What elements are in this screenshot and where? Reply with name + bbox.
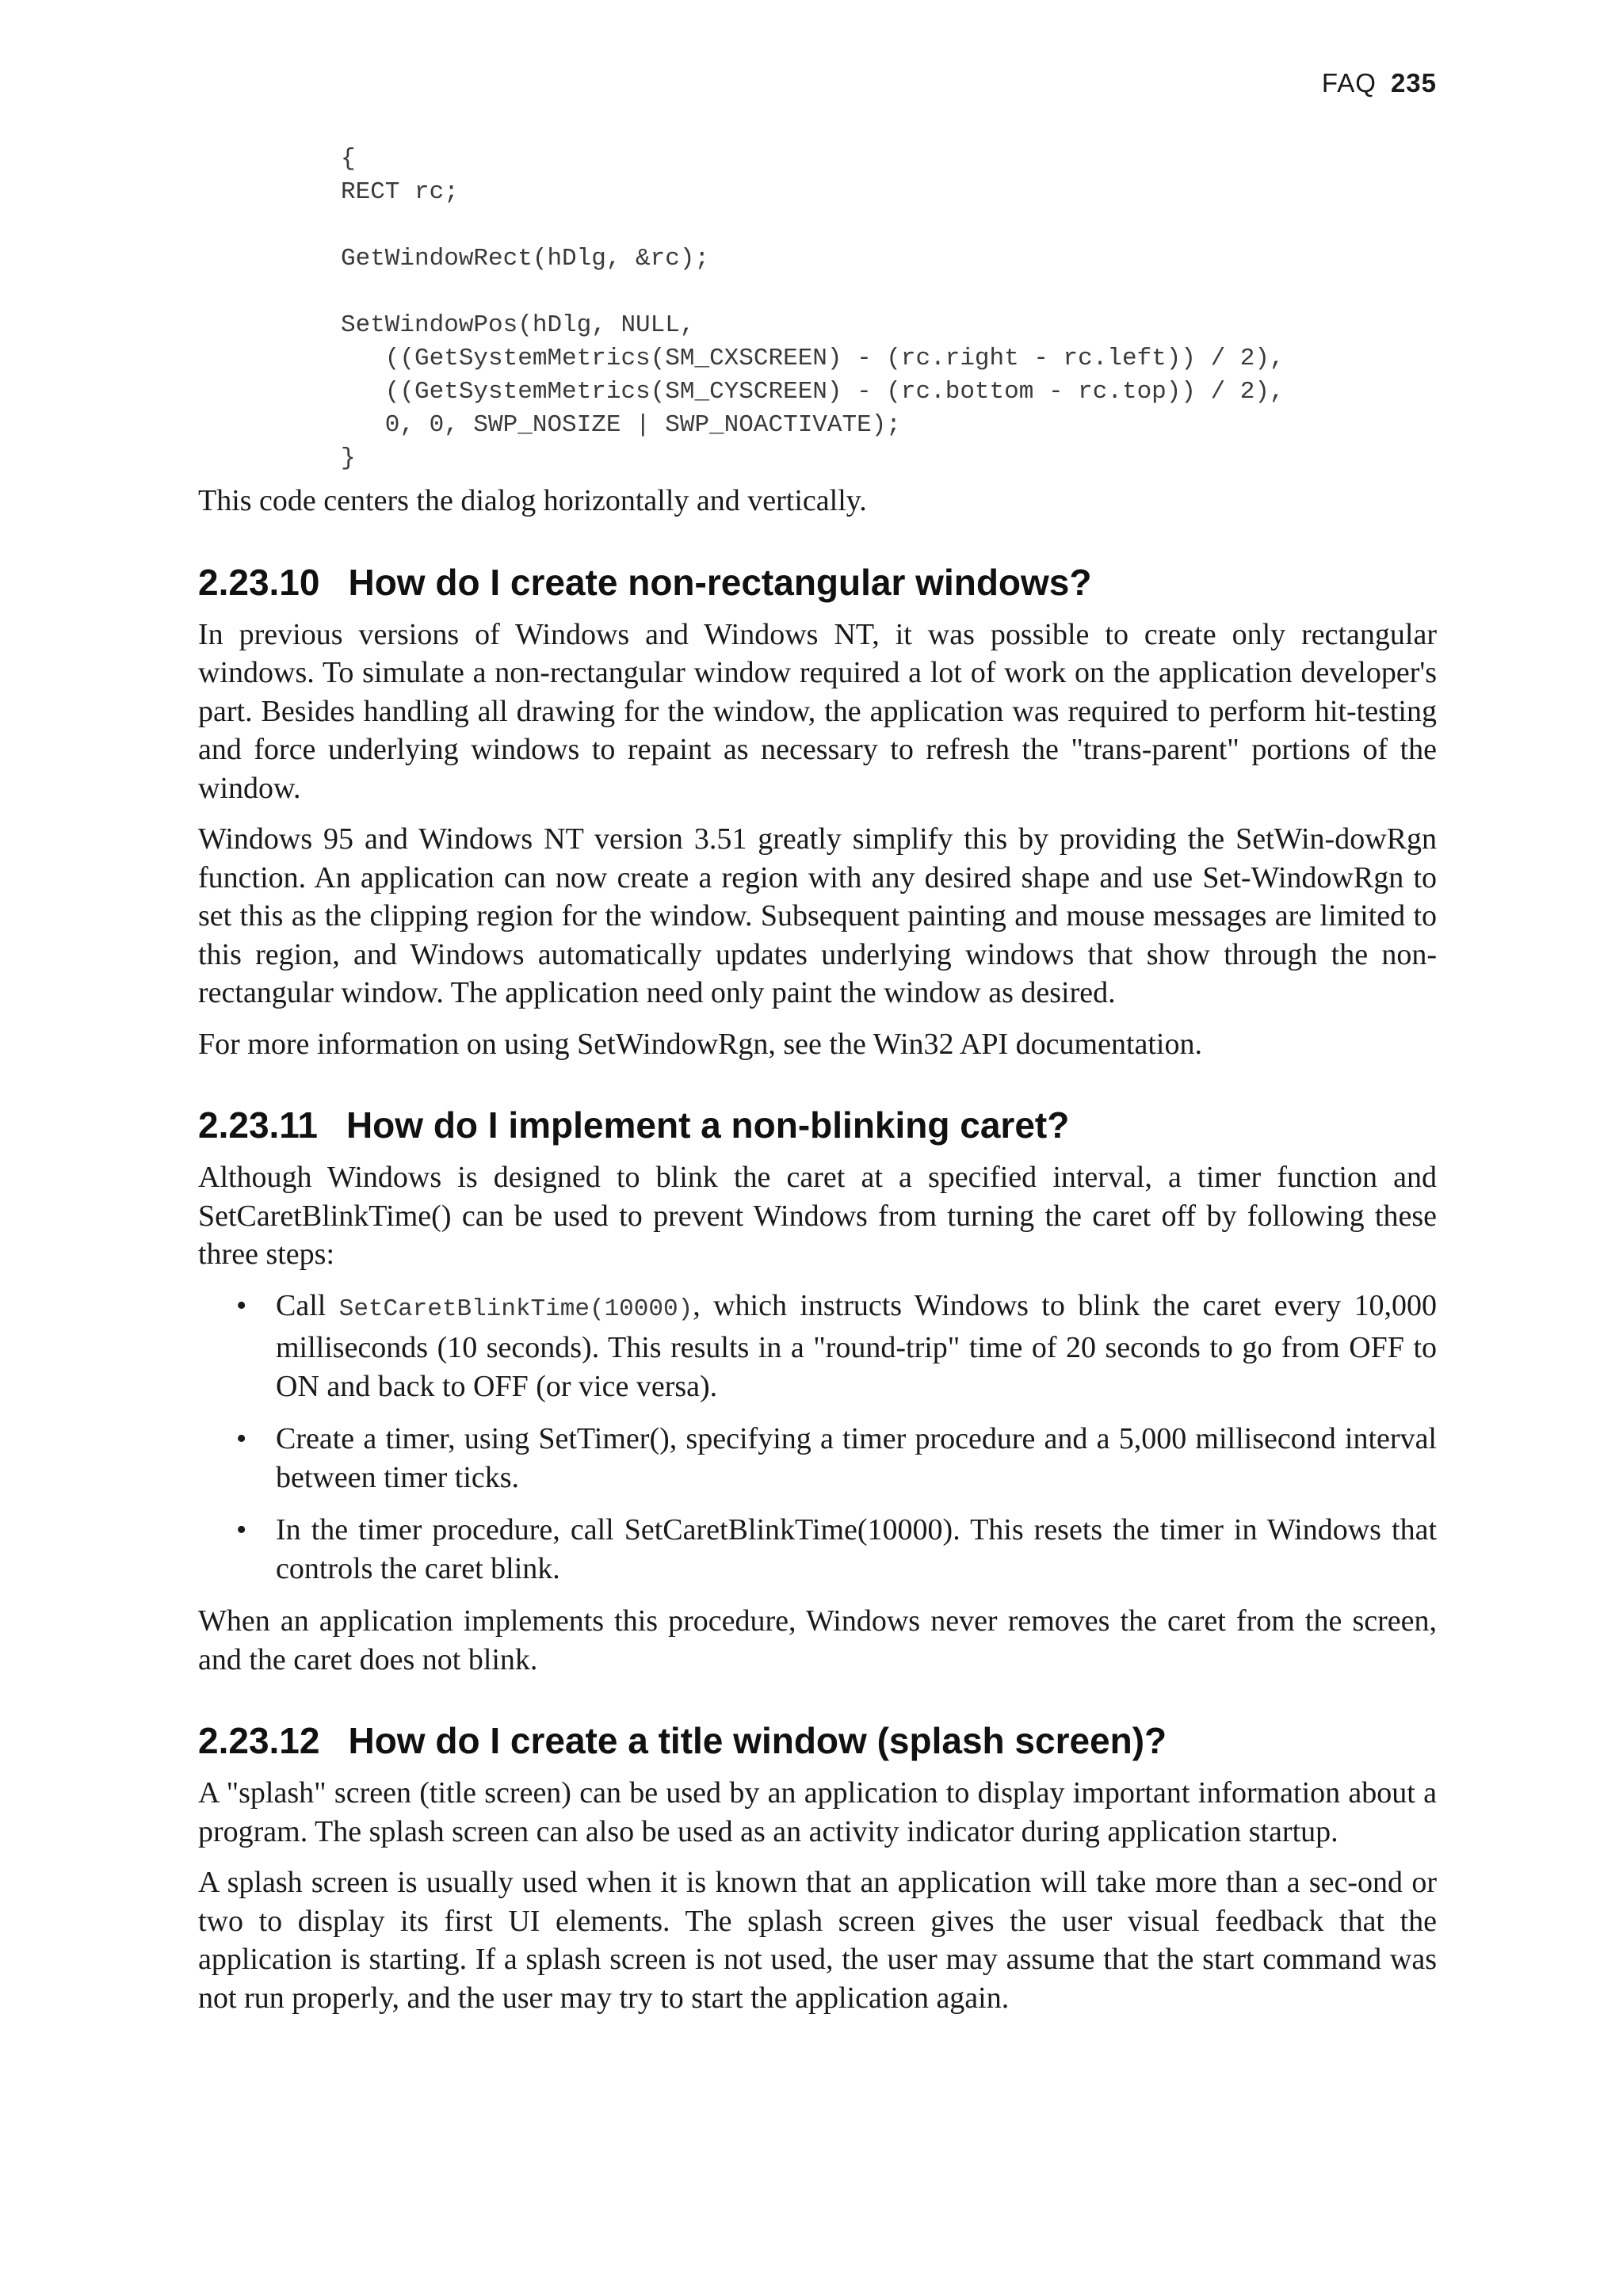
paragraph: A "splash" screen (title screen) can be used by an application to display important information about a program. The splash screen can also be used as an activity indicator during application startup.	[198, 1776, 1437, 1848]
paragraph: A splash screen is usually used when it is known that an application will take more than a sec-ond or two to display its first UI elements. The splash screen gives the user visual feedback that the application is starting. If a splash screen is not used, the user may assume that the start command was not run properly, and the user may try to start the application again.	[198, 1866, 1437, 2015]
paragraph: Although Windows is designed to blink the caret at a specified interval, a timer function and SetCaretBlinkTime() can be used to prevent Windows from turning the caret off by following these three steps:	[198, 1161, 1437, 1271]
inline-code: SetCaretBlinkTime(10000)	[338, 1295, 693, 1323]
section-heading-2-23-10	[198, 560, 1437, 605]
list-item-text: Call	[276, 1288, 339, 1322]
list-item-text: , which instructs Windows to blink the caret every 10,000 milliseconds (10 seconds). This results in a "round-trip" time of 20 seconds to go from OFF to ON and back to OFF (or vice versa).	[276, 1288, 1437, 1403]
section-title: How do I implement a non-blinking caret?	[346, 1104, 1070, 1146]
section-heading-2-23-11	[198, 1103, 1437, 1147]
list-item	[198, 1511, 1437, 1588]
section-number: 2.23.10	[198, 561, 320, 603]
list-item	[198, 1287, 1437, 1406]
paragraph: For more information on using SetWindowRgn, see the Win32 API documentation.	[198, 1027, 1202, 1061]
page-content	[198, 143, 1437, 2017]
section-heading-2-23-12	[198, 1718, 1437, 1763]
list-item	[198, 1420, 1437, 1497]
section-number: 2.23.11	[198, 1104, 318, 1146]
section-title: How do I create non-rectangular windows?	[348, 561, 1092, 603]
running-head-section: FAQ	[1321, 68, 1377, 97]
paragraph: When an application implements this procedure, Windows never removes the caret from the screen, and the caret does not blink.	[198, 1604, 1437, 1676]
section-number: 2.23.12	[198, 1720, 320, 1761]
page-number: 235	[1390, 68, 1437, 97]
code-caption-paragraph: This code centers the dialog horizontally and vertically.	[198, 484, 867, 517]
section-title: How do I create a title window (splash screen)?	[348, 1720, 1167, 1761]
list-item-text: Create a timer, using SetTimer(), specifying a timer procedure and a 5,000 millisecond interval between timer ticks.	[276, 1422, 1437, 1494]
steps-list	[198, 1287, 1437, 1589]
paragraph: Windows 95 and Windows NT version 3.51 greatly simplify this by providing the SetWin-dowRgn function. An application can now create a region with any desired shape and use Set-WindowRgn to set this as the clipping region for the window. Subsequent painting and mouse messages are limited to this region, and Windows automatically updates underlying windows that show through the non-rectangular window. The application need only paint the window as desired.	[198, 822, 1437, 1009]
code-block: { RECT rc; GetWindowRect(hDlg, &rc); SetWindowPos(hDlg, NULL, ((GetSystemMetrics(SM_CXSCREEN) - (rc.right - rc.left)) / 2), ((GetSystemMetrics(SM_CYSCREEN) - (rc.bottom - rc.top)) / 2), 0, 0, SWP_NOSIZE | SWP_NOACTIVATE); }	[341, 145, 1285, 472]
bullet-icon: •	[236, 1422, 247, 1455]
paragraph: In previous versions of Windows and Windows NT, it was possible to create only rectangular windows. To simulate a non-rectangular window required a lot of work on the application developer's part. Besides handling all drawing for the window, the application was required to perform hit-testing and force underlying windows to repaint as necessary to refresh the "trans-parent" portions of the window.	[198, 617, 1437, 805]
running-head	[1322, 68, 1437, 98]
bullet-icon: •	[236, 1288, 247, 1322]
list-item-text: In the timer procedure, call SetCaretBlinkTime(10000). This resets the timer in Windows that controls the caret blink.	[276, 1513, 1437, 1585]
bullet-icon: •	[236, 1513, 247, 1547]
